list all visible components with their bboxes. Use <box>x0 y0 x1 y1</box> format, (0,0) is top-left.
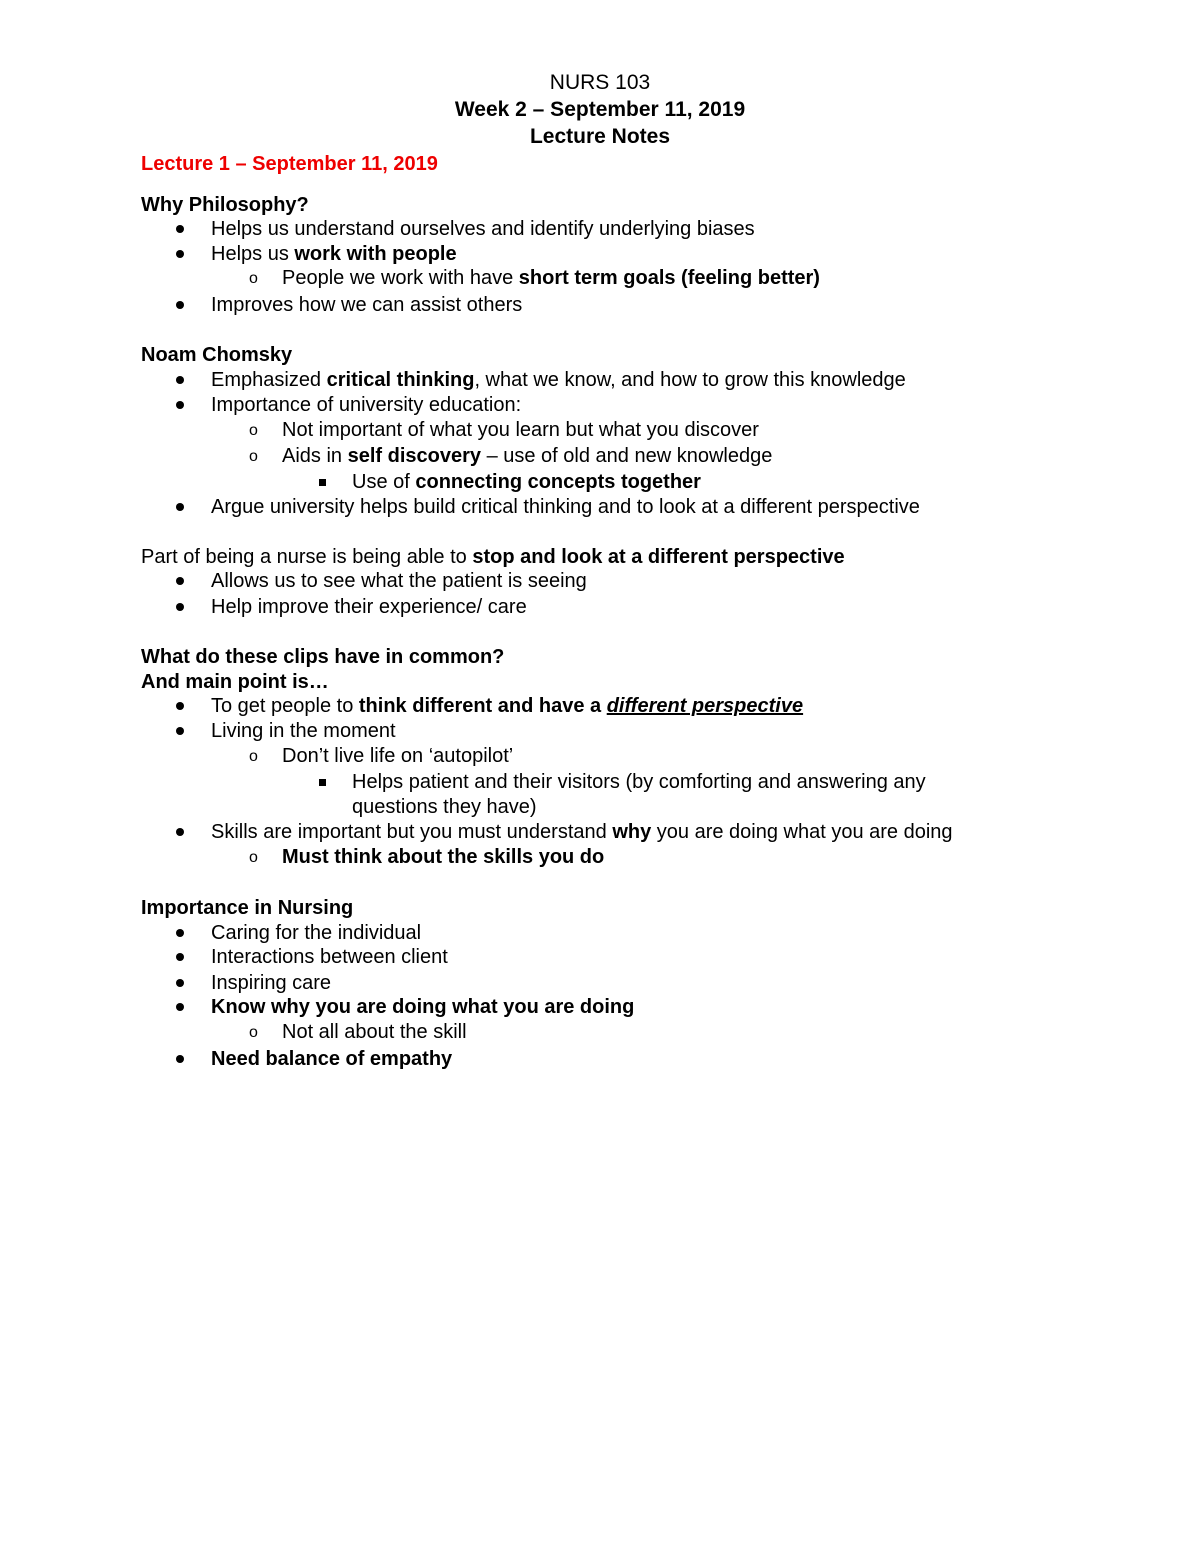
list-item-text: People we work with have <box>282 267 519 289</box>
list-item-text: To get people to <box>211 695 359 717</box>
list-item-bold: connecting concepts together <box>415 471 701 493</box>
list-item: Living in the moment <box>211 720 396 742</box>
list-item-bold: self discovery <box>347 445 482 467</box>
circle-bullet-icon: o <box>249 1024 258 1041</box>
list-item: Interactions between client <box>211 946 448 968</box>
bullet-icon <box>176 301 184 309</box>
list-item <box>211 820 953 845</box>
list-item-text: Helps us <box>211 243 295 265</box>
list-item-bold: why <box>612 821 652 843</box>
circle-bullet-icon: o <box>249 849 258 866</box>
circle-bullet-icon: o <box>249 270 258 287</box>
bullet-icon <box>176 953 184 961</box>
list-item: Help improve their experience/ care <box>211 596 527 618</box>
bullet-icon <box>176 225 184 233</box>
bullet-icon <box>176 727 184 735</box>
list-item-text: , what we know, and how to grow this knowledge <box>474 369 906 391</box>
list-item-bold: work with people <box>294 243 457 265</box>
list-item-bold: critical thinking <box>326 369 475 391</box>
bullet-icon <box>176 702 184 710</box>
clips-heading: What do these clips have in common? <box>141 646 505 668</box>
lecture-notes-title: Lecture Notes <box>529 125 671 148</box>
bullet-icon <box>176 828 184 836</box>
bullet-icon <box>176 1003 184 1011</box>
square-bullet-icon <box>319 779 326 786</box>
list-item-bold: short term goals (feeling better) <box>518 267 820 289</box>
list-item-bold: think different and have a <box>358 695 607 717</box>
bullet-icon <box>176 250 184 258</box>
list-item: Know why you are doing what you are doing <box>211 996 635 1018</box>
lecture-title: Lecture 1 – September 11, 2019 <box>141 153 438 175</box>
list-item <box>211 694 803 719</box>
list-item-text: Aids in <box>282 445 348 467</box>
bullet-icon <box>176 577 184 585</box>
nurse-intro <box>141 545 845 570</box>
bullet-icon <box>176 603 184 611</box>
list-item <box>352 470 701 495</box>
list-item-text: you are doing what you are doing <box>651 821 953 843</box>
circle-bullet-icon: o <box>249 422 258 439</box>
intro-bold: stop and look at a different perspective <box>472 546 845 568</box>
philosophy-heading: Why Philosophy? <box>141 194 309 216</box>
list-item-text: Use of <box>352 471 416 493</box>
list-item <box>211 242 457 267</box>
list-item: Helps us understand ourselves and identify underlying biases <box>211 218 755 240</box>
week-title: Week 2 – September 11, 2019 <box>454 98 746 121</box>
bullet-icon <box>176 929 184 937</box>
chomsky-heading: Noam Chomsky <box>141 344 293 366</box>
list-item <box>282 444 772 469</box>
circle-bullet-icon: o <box>249 448 258 465</box>
list-item-text: Emphasized <box>211 369 327 391</box>
list-item: Must think about the skills you do <box>282 846 605 868</box>
bullet-icon <box>176 401 184 409</box>
bullet-icon <box>176 1055 184 1063</box>
circle-bullet-icon: o <box>249 748 258 765</box>
list-item: Not all about the skill <box>282 1021 467 1043</box>
list-item: Need balance of empathy <box>211 1048 453 1070</box>
document-header <box>0 69 1200 150</box>
list-item <box>211 368 906 393</box>
bullet-icon <box>176 979 184 987</box>
nursing-heading: Importance in Nursing <box>141 897 354 919</box>
list-item: Helps patient and their visitors (by comforting and answering any <box>352 771 926 793</box>
list-item: Allows us to see what the patient is seeing <box>211 570 587 592</box>
list-item: Argue university helps build critical thinking and to look at a different perspective <box>211 496 920 518</box>
list-item: Improves how we can assist others <box>211 294 523 316</box>
course-title: NURS 103 <box>549 71 651 94</box>
list-item: Don’t live life on ‘autopilot’ <box>282 745 514 767</box>
square-bullet-icon <box>319 479 326 486</box>
bullet-icon <box>176 376 184 384</box>
main-point-heading: And main point is… <box>141 671 329 693</box>
list-item-emphasis: different perspective <box>606 695 804 717</box>
bullet-icon <box>176 503 184 511</box>
list-item: Caring for the individual <box>211 922 422 944</box>
list-item: Not important of what you learn but what you discover <box>282 419 759 441</box>
intro-text: Part of being a nurse is being able to <box>141 546 473 568</box>
list-item: Importance of university education: <box>211 394 522 416</box>
list-item-text: Skills are important but you must understand <box>211 821 613 843</box>
list-item <box>282 266 820 291</box>
list-item: Inspiring care <box>211 972 332 994</box>
list-item-text: – use of old and new knowledge <box>481 445 773 467</box>
list-item-continuation: questions they have) <box>352 796 537 818</box>
